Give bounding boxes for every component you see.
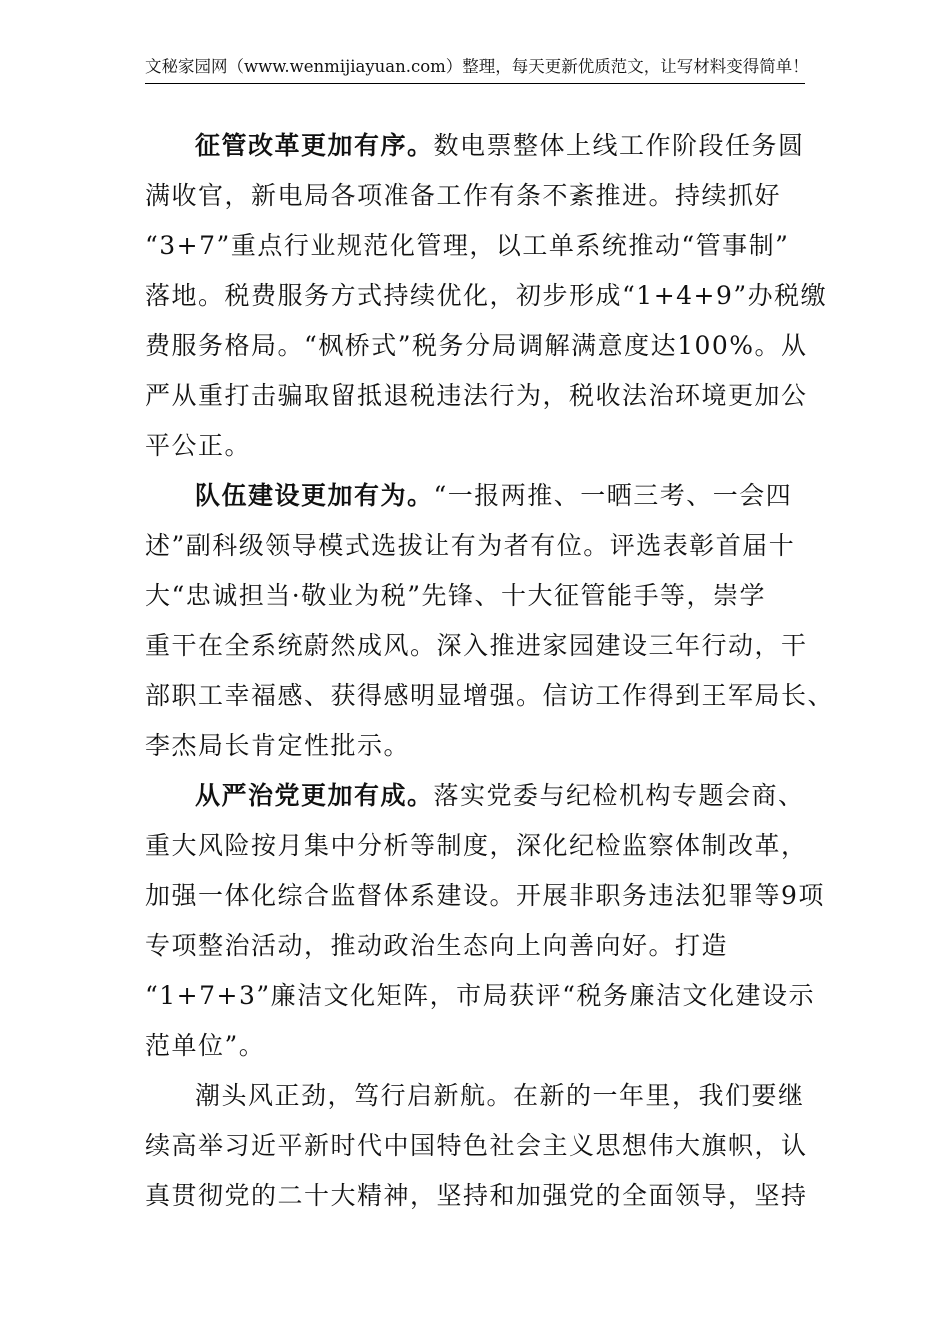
line-text: 重干在全系统蔚然成风。深入推进家园建设三年行动，干 xyxy=(145,631,808,660)
line-text: 李杰局长肯定性批示。 xyxy=(145,731,411,760)
line-text: 大“忠诚担当·敬业为税”先锋、十大征管能手等，崇学 xyxy=(145,581,767,610)
line-text: 续高举习近平新时代中国特色社会主义思想伟大旗帜，认 xyxy=(145,1131,808,1160)
line-text: 落地。税费服务方式持续优化，初步形成“1+4+9”办税缴 xyxy=(145,281,828,310)
line-text: 加强一体化综合监督体系建设。开展非职务违法犯罪等9项 xyxy=(145,881,825,910)
line-text: 费服务格局。“枫桥式”税务分局调解满意度达100%。从 xyxy=(145,331,808,360)
paragraph-heading: 从严治党更加有成。 xyxy=(195,781,434,810)
line-text: 落实党委与纪检机构专题会商、 xyxy=(433,781,805,810)
paragraph-3-first-line xyxy=(195,781,805,811)
line-text: “3+7”重点行业规范化管理，以工单系统推动“管事制” xyxy=(145,231,790,260)
paragraph-heading: 队伍建设更加有为。 xyxy=(195,481,434,510)
line-text: 述”副科级领导模式选拔让有为者有位。评选表彰首届十 xyxy=(145,531,796,560)
paragraph-2-first-line xyxy=(195,481,792,511)
line-text: 真贯彻党的二十大精神，坚持和加强党的全面领导，坚持 xyxy=(145,1181,808,1210)
line-text: 部职工幸福感、获得感明显增强。信访工作得到王军局长、 xyxy=(145,681,835,710)
line-text: “一报两推、一晒三考、一会四 xyxy=(433,481,793,510)
line-text: 平公正。 xyxy=(145,431,252,460)
line-text: 满收官，新电局各项准备工作有条不紊推进。持续抓好 xyxy=(145,181,782,210)
paragraph-heading: 征管改革更加有序。 xyxy=(195,131,434,160)
page-header: 文秘家园网（www.wenmijiayuan.com）整理，每天更新优质范文，让写材料变得简单！ xyxy=(145,54,805,84)
line-text: 数电票整体上线工作阶段任务圆 xyxy=(433,131,805,160)
line-text: 重大风险按月集中分析等制度，深化纪检监察体制改革， xyxy=(145,831,808,860)
line-text: “1+7+3”廉洁文化矩阵，市局获评“税务廉洁文化建设示 xyxy=(145,981,815,1010)
paragraph-1-first-line xyxy=(195,131,805,161)
line-text: 严从重打击骗取留抵退税违法行为，税收法治环境更加公 xyxy=(145,381,808,410)
paragraph-4-first-line: 潮头风正劲，笃行启新航。在新的一年里，我们要继 xyxy=(195,1081,805,1110)
line-text: 专项整治活动，推动政治生态向上向善向好。打造 xyxy=(145,931,729,960)
line-text: 范单位”。 xyxy=(145,1031,266,1060)
